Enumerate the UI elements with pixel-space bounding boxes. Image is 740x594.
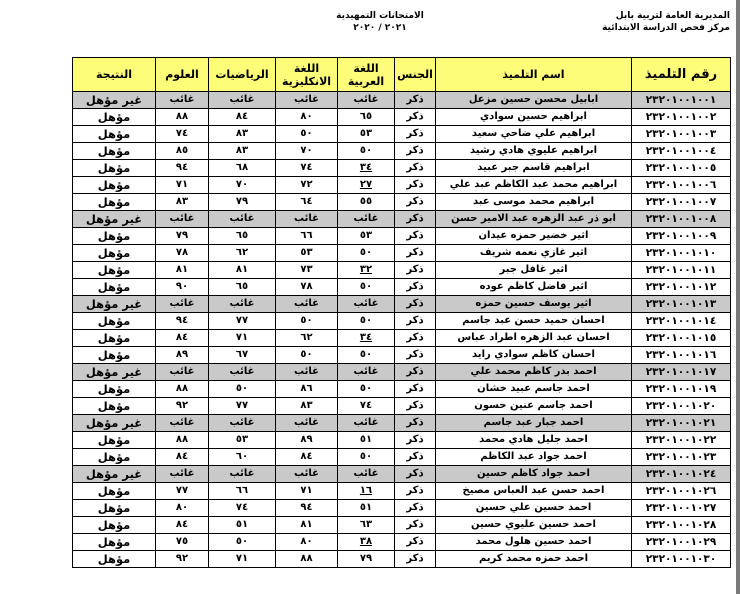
cell-gender: ذكر — [395, 245, 436, 262]
table-row — [73, 279, 731, 296]
cell-gender: ذكر — [395, 211, 436, 228]
cell-student-name: ابراهيم محمد عبد الكاظم عبد علي — [436, 177, 632, 194]
cell-result: مؤهل — [73, 245, 156, 262]
cell-result: مؤهل — [73, 432, 156, 449]
cell-english-score: غائب — [276, 92, 338, 109]
cell-result: مؤهل — [73, 126, 156, 143]
cell-math-score: ٦٨ — [209, 160, 276, 177]
table-row — [73, 228, 731, 245]
cell-gender: ذكر — [395, 262, 436, 279]
exam-year: ٢٠٢١ / ٢٠٢٠ — [353, 23, 407, 33]
cell-student-id: ٢٣٢٠١٠٠١٠١٦ — [632, 347, 731, 364]
cell-student-id: ٢٣٢٠١٠٠١٠٠١ — [632, 92, 731, 109]
cell-arabic-score: غائب — [338, 211, 395, 228]
cell-arabic-score: ٥٠ — [338, 313, 395, 330]
cell-math-score: ٦٥ — [209, 279, 276, 296]
cell-math-score: غائب — [209, 364, 276, 381]
cell-science-score: ٩٢ — [156, 551, 209, 568]
cell-arabic-score: ٥٠ — [338, 245, 395, 262]
cell-arabic-score: ٥٠ — [338, 279, 395, 296]
exam-title: الامتحانات التمهيدية — [336, 11, 424, 21]
cell-science-score: ٧١ — [156, 177, 209, 194]
cell-arabic-score: ٥٣ — [338, 228, 395, 245]
cell-science-score: ٨٤ — [156, 330, 209, 347]
cell-arabic-score — [338, 177, 395, 194]
table-row — [73, 500, 731, 517]
cell-student-id: ٢٣٢٠١٠٠١٠١١ — [632, 262, 731, 279]
cell-gender: ذكر — [395, 143, 436, 160]
cell-gender: ذكر — [395, 551, 436, 568]
results-table — [72, 57, 731, 568]
cell-student-id: ٢٣٢٠١٠٠١٠١٩ — [632, 381, 731, 398]
cell-gender: ذكر — [395, 432, 436, 449]
cell-gender: ذكر — [395, 483, 436, 500]
column-header-gender: الجنس — [395, 58, 436, 92]
cell-arabic-score — [338, 534, 395, 551]
cell-result: مؤهل — [73, 483, 156, 500]
cell-gender: ذكر — [395, 347, 436, 364]
cell-student-name: احمد جاسم عنين حسون — [436, 398, 632, 415]
cell-student-name: احسان عبد الزهره اطراد عباس — [436, 330, 632, 347]
cell-student-name: احسان حميد حسن عبد جاسم — [436, 313, 632, 330]
cell-student-id: ٢٣٢٠١٠٠١٠١٤ — [632, 313, 731, 330]
cell-result: غير مؤهل — [73, 211, 156, 228]
cell-result: مؤهل — [73, 313, 156, 330]
cell-student-id: ٢٣٢٠١٠٠١٠٠٩ — [632, 228, 731, 245]
cell-result: مؤهل — [73, 143, 156, 160]
cell-result: مؤهل — [73, 160, 156, 177]
cell-student-name: اثير فاضل كاظم عوده — [436, 279, 632, 296]
cell-english-score: ٥٠ — [276, 313, 338, 330]
cell-gender: ذكر — [395, 449, 436, 466]
cell-result: مؤهل — [73, 109, 156, 126]
table-row — [73, 415, 731, 432]
cell-result: مؤهل — [73, 381, 156, 398]
cell-gender: ذكر — [395, 194, 436, 211]
cell-math-score: ٦٥ — [209, 228, 276, 245]
cell-science-score: ٨٤ — [156, 449, 209, 466]
table-row — [73, 381, 731, 398]
cell-math-score: ٦٧ — [209, 347, 276, 364]
table-row — [73, 551, 731, 568]
cell-english-score: غائب — [276, 296, 338, 313]
cell-result: غير مؤهل — [73, 92, 156, 109]
cell-science-score: ٩٤ — [156, 313, 209, 330]
cell-gender: ذكر — [395, 92, 436, 109]
cell-math-score: غائب — [209, 211, 276, 228]
cell-math-score: ٥٠ — [209, 381, 276, 398]
cell-student-name: احمد حسين هلول محمد — [436, 534, 632, 551]
cell-arabic-score — [338, 330, 395, 347]
cell-student-id: ٢٣٢٠١٠٠١٠٠٤ — [632, 143, 731, 160]
cell-student-name: احمد حسين عليوي حسين — [436, 517, 632, 534]
cell-arabic-score: ٥٠ — [338, 381, 395, 398]
cell-arabic-score: ٥٠ — [338, 143, 395, 160]
cell-arabic-score: ٦٥ — [338, 109, 395, 126]
cell-arabic-score: غائب — [338, 415, 395, 432]
table-row — [73, 92, 731, 109]
table-row — [73, 330, 731, 347]
cell-math-score: غائب — [209, 415, 276, 432]
cell-arabic-score: ٥١ — [338, 500, 395, 517]
table-row — [73, 109, 731, 126]
cell-result: مؤهل — [73, 194, 156, 211]
table-row — [73, 211, 731, 228]
table-row — [73, 160, 731, 177]
cell-science-score: ٨٠ — [156, 500, 209, 517]
column-header-name: اسم التلميذ — [436, 58, 632, 92]
table-row — [73, 466, 731, 483]
cell-gender: ذكر — [395, 517, 436, 534]
cell-student-name: اثير خضير حمزه عيدان — [436, 228, 632, 245]
cell-english-score: ٥٠ — [276, 347, 338, 364]
cell-english-score: ٧١ — [276, 483, 338, 500]
cell-student-id: ٢٣٢٠١٠٠١٠١٣ — [632, 296, 731, 313]
cell-student-id: ٢٣٢٠١٠٠١٠٣٠ — [632, 551, 731, 568]
cell-arabic-score: ٧٩ — [338, 551, 395, 568]
cell-gender: ذكر — [395, 500, 436, 517]
cell-gender: ذكر — [395, 228, 436, 245]
column-header-id: رقم التلميذ — [632, 58, 731, 92]
cell-science-score: ٨٣ — [156, 194, 209, 211]
low-score-mark: ٢٧ — [359, 179, 373, 190]
window-edge — [736, 0, 740, 594]
cell-student-id: ٢٣٢٠١٠٠١٠٢٦ — [632, 483, 731, 500]
cell-result: مؤهل — [73, 398, 156, 415]
cell-science-score: ٨٥ — [156, 143, 209, 160]
cell-science-score: غائب — [156, 92, 209, 109]
cell-student-name: ابراهيم محمد موسى عبد — [436, 194, 632, 211]
table-body — [73, 92, 731, 568]
cell-student-name: اثير غافل جبر — [436, 262, 632, 279]
cell-result: مؤهل — [73, 449, 156, 466]
cell-arabic-score — [338, 262, 395, 279]
table-row — [73, 262, 731, 279]
table-row — [73, 194, 731, 211]
exam-header — [300, 10, 460, 34]
cell-arabic-score — [338, 483, 395, 500]
cell-student-name: اثير غازي نعمه شريف — [436, 245, 632, 262]
cell-math-score: ٧٠ — [209, 177, 276, 194]
cell-student-id: ٢٣٢٠١٠٠١٠٢٢ — [632, 432, 731, 449]
center-name: مركز فحص الدراسة الابتدائية — [602, 23, 730, 33]
cell-result: مؤهل — [73, 551, 156, 568]
cell-gender: ذكر — [395, 466, 436, 483]
cell-gender: ذكر — [395, 398, 436, 415]
table-row — [73, 449, 731, 466]
cell-student-id: ٢٣٢٠١٠٠١٠٠٣ — [632, 126, 731, 143]
cell-math-score: غائب — [209, 466, 276, 483]
cell-arabic-score: ٥٠ — [338, 449, 395, 466]
cell-science-score: ٧٨ — [156, 245, 209, 262]
table-row — [73, 432, 731, 449]
cell-math-score: ٦٢ — [209, 245, 276, 262]
table-row — [73, 398, 731, 415]
cell-student-id: ٢٣٢٠١٠٠١٠١٧ — [632, 364, 731, 381]
cell-gender: ذكر — [395, 534, 436, 551]
cell-result: غير مؤهل — [73, 296, 156, 313]
cell-student-id: ٢٣٢٠١٠٠١٠٠٦ — [632, 177, 731, 194]
cell-arabic-score: ٥٣ — [338, 126, 395, 143]
cell-science-score: ٨٨ — [156, 432, 209, 449]
cell-science-score: ٩٢ — [156, 398, 209, 415]
cell-english-score: ٧٨ — [276, 279, 338, 296]
table-row — [73, 177, 731, 194]
cell-english-score: ٥٠ — [276, 126, 338, 143]
cell-math-score: ٦٦ — [209, 483, 276, 500]
table-row — [73, 313, 731, 330]
cell-english-score: ٧٣ — [276, 262, 338, 279]
table-row — [73, 364, 731, 381]
cell-result: مؤهل — [73, 279, 156, 296]
cell-math-score: ٧٧ — [209, 313, 276, 330]
cell-science-score: غائب — [156, 466, 209, 483]
directorate-header — [602, 10, 730, 34]
cell-result: مؤهل — [73, 262, 156, 279]
cell-gender: ذكر — [395, 177, 436, 194]
cell-math-score: ٨٤ — [209, 109, 276, 126]
table-header-row — [73, 58, 731, 92]
cell-science-score: ٨١ — [156, 262, 209, 279]
table-row — [73, 483, 731, 500]
cell-result: مؤهل — [73, 177, 156, 194]
cell-science-score: ٧٧ — [156, 483, 209, 500]
column-header-math: الرياضيات — [209, 58, 276, 92]
cell-math-score: ٧١ — [209, 551, 276, 568]
cell-science-score: ٩٠ — [156, 279, 209, 296]
cell-gender: ذكر — [395, 415, 436, 432]
cell-student-name: ابراهيم علي ضاحي سعيد — [436, 126, 632, 143]
cell-arabic-score: ٥٥ — [338, 194, 395, 211]
cell-arabic-score: غائب — [338, 296, 395, 313]
cell-math-score: غائب — [209, 296, 276, 313]
cell-result: غير مؤهل — [73, 466, 156, 483]
cell-arabic-score — [338, 160, 395, 177]
cell-student-id: ٢٣٢٠١٠٠١٠٢٩ — [632, 534, 731, 551]
cell-math-score: ٨١ — [209, 262, 276, 279]
table-row — [73, 245, 731, 262]
cell-student-name: احسان كاظم سوادي رايد — [436, 347, 632, 364]
column-header-english: اللغة الانكليزية — [276, 58, 338, 92]
cell-student-id: ٢٣٢٠١٠٠١٠٢٠ — [632, 398, 731, 415]
cell-english-score: غائب — [276, 466, 338, 483]
cell-english-score: غائب — [276, 211, 338, 228]
cell-english-score: ٨٩ — [276, 432, 338, 449]
directorate-name: المديرية العامة لتربية بابل — [615, 11, 730, 21]
cell-result: مؤهل — [73, 228, 156, 245]
table-row — [73, 126, 731, 143]
cell-english-score: ٦٢ — [276, 330, 338, 347]
cell-arabic-score: غائب — [338, 466, 395, 483]
table-row — [73, 517, 731, 534]
cell-math-score: ٥٣ — [209, 432, 276, 449]
cell-result: غير مؤهل — [73, 415, 156, 432]
low-score-mark: ١٦ — [359, 485, 373, 496]
cell-student-name: احمد جواد كاظم حسين — [436, 466, 632, 483]
cell-math-score: ٧٧ — [209, 398, 276, 415]
cell-student-id: ٢٣٢٠١٠٠١٠١٥ — [632, 330, 731, 347]
low-score-mark: ٣٤ — [359, 332, 373, 343]
cell-student-name: احمد جبار عبد جاسم — [436, 415, 632, 432]
cell-student-name: احمد جواد عبد الكاظم — [436, 449, 632, 466]
cell-arabic-score: ٥٠ — [338, 347, 395, 364]
cell-gender: ذكر — [395, 330, 436, 347]
cell-math-score: ٧٩ — [209, 194, 276, 211]
cell-arabic-score: ٥١ — [338, 432, 395, 449]
table-row — [73, 143, 731, 160]
cell-math-score: ٥٠ — [209, 534, 276, 551]
cell-student-name: ابراهيم حسين سوادي — [436, 109, 632, 126]
cell-student-id: ٢٣٢٠١٠٠١٠٢١ — [632, 415, 731, 432]
cell-english-score: ٨٣ — [276, 398, 338, 415]
cell-english-score: ٨٦ — [276, 381, 338, 398]
cell-science-score: ٧٩ — [156, 228, 209, 245]
cell-student-name: احمد حسن عبد العباس مصيخ — [436, 483, 632, 500]
cell-science-score: غائب — [156, 364, 209, 381]
cell-student-name: احمد حسين علي حسين — [436, 500, 632, 517]
cell-student-id: ٢٣٢٠١٠٠١٠٢٤ — [632, 466, 731, 483]
cell-science-score: ٨٨ — [156, 109, 209, 126]
cell-science-score: ٨٨ — [156, 381, 209, 398]
cell-math-score: غائب — [209, 92, 276, 109]
cell-math-score: ٧٤ — [209, 500, 276, 517]
cell-student-name: اثير يوسف حسين حمزه — [436, 296, 632, 313]
cell-math-score: ٨٣ — [209, 143, 276, 160]
cell-math-score: ٥١ — [209, 517, 276, 534]
cell-student-id: ٢٣٢٠١٠٠١٠٢٨ — [632, 517, 731, 534]
cell-student-id: ٢٣٢٠١٠٠١٠٢٣ — [632, 449, 731, 466]
cell-student-name: احمد جليل هادي محمد — [436, 432, 632, 449]
cell-english-score: ٨٨ — [276, 551, 338, 568]
cell-math-score: ٨٣ — [209, 126, 276, 143]
cell-student-name: احمد حمزه محمد كريم — [436, 551, 632, 568]
cell-english-score: ٧٠ — [276, 143, 338, 160]
cell-student-name: ابابيل محسن حسين مزعل — [436, 92, 632, 109]
cell-arabic-score: غائب — [338, 364, 395, 381]
cell-english-score: ٨٠ — [276, 109, 338, 126]
column-header-science: العلوم — [156, 58, 209, 92]
cell-arabic-score: ٦٣ — [338, 517, 395, 534]
cell-student-name: ابراهيم عليوي هادي رشيد — [436, 143, 632, 160]
cell-arabic-score: غائب — [338, 92, 395, 109]
cell-gender: ذكر — [395, 279, 436, 296]
cell-result: مؤهل — [73, 500, 156, 517]
cell-gender: ذكر — [395, 109, 436, 126]
cell-result: مؤهل — [73, 347, 156, 364]
cell-english-score: ٦٤ — [276, 194, 338, 211]
cell-science-score: ٧٥ — [156, 534, 209, 551]
cell-science-score: ٨٩ — [156, 347, 209, 364]
cell-english-score: غائب — [276, 415, 338, 432]
cell-science-score: غائب — [156, 211, 209, 228]
cell-result: مؤهل — [73, 534, 156, 551]
cell-result: غير مؤهل — [73, 364, 156, 381]
cell-student-id: ٢٣٢٠١٠٠١٠١٢ — [632, 279, 731, 296]
cell-student-id: ٢٣٢٠١٠٠١٠٠٥ — [632, 160, 731, 177]
table-row — [73, 534, 731, 551]
cell-english-score: ٧٤ — [276, 160, 338, 177]
cell-english-score: ٨١ — [276, 517, 338, 534]
cell-student-name: ابو ذر عبد الزهره عبد الامير حسن — [436, 211, 632, 228]
cell-student-id: ٢٣٢٠١٠٠١٠٠٧ — [632, 194, 731, 211]
results-table-wrapper — [72, 57, 730, 568]
cell-student-id: ٢٣٢٠١٠٠١٠٢٧ — [632, 500, 731, 517]
cell-result: مؤهل — [73, 330, 156, 347]
cell-science-score: ٩٤ — [156, 160, 209, 177]
table-row — [73, 296, 731, 313]
cell-student-name: ابراهيم قاسم جبر عبيد — [436, 160, 632, 177]
cell-english-score: ٨٠ — [276, 534, 338, 551]
cell-math-score: ٦٠ — [209, 449, 276, 466]
cell-arabic-score: ٧٤ — [338, 398, 395, 415]
cell-student-name: احمد جاسم عبيد خشان — [436, 381, 632, 398]
cell-student-id: ٢٣٢٠١٠٠١٠٠٨ — [632, 211, 731, 228]
cell-gender: ذكر — [395, 364, 436, 381]
cell-english-score: ٨٤ — [276, 449, 338, 466]
cell-english-score: غائب — [276, 364, 338, 381]
low-score-mark: ٣٢ — [359, 264, 373, 275]
cell-student-id: ٢٣٢٠١٠٠١٠١٠ — [632, 245, 731, 262]
column-header-result: النتيجة — [73, 58, 156, 92]
low-score-mark: ٣٨ — [359, 536, 373, 547]
cell-gender: ذكر — [395, 296, 436, 313]
cell-science-score: غائب — [156, 296, 209, 313]
cell-english-score: ٥٣ — [276, 245, 338, 262]
cell-student-name: احمد بدر كاظم محمد علي — [436, 364, 632, 381]
cell-student-id: ٢٣٢٠١٠٠١٠٠٢ — [632, 109, 731, 126]
cell-english-score: ٧٢ — [276, 177, 338, 194]
column-header-arabic: اللغة العربية — [338, 58, 395, 92]
cell-gender: ذكر — [395, 126, 436, 143]
cell-gender: ذكر — [395, 313, 436, 330]
cell-science-score: ٨٤ — [156, 517, 209, 534]
cell-gender: ذكر — [395, 381, 436, 398]
low-score-mark: ٣٤ — [359, 162, 373, 173]
cell-science-score: غائب — [156, 415, 209, 432]
cell-math-score: ٧١ — [209, 330, 276, 347]
cell-english-score: ٦٦ — [276, 228, 338, 245]
cell-science-score: ٧٤ — [156, 126, 209, 143]
table-row — [73, 347, 731, 364]
cell-gender: ذكر — [395, 160, 436, 177]
cell-english-score: ٩٤ — [276, 500, 338, 517]
cell-result: مؤهل — [73, 517, 156, 534]
